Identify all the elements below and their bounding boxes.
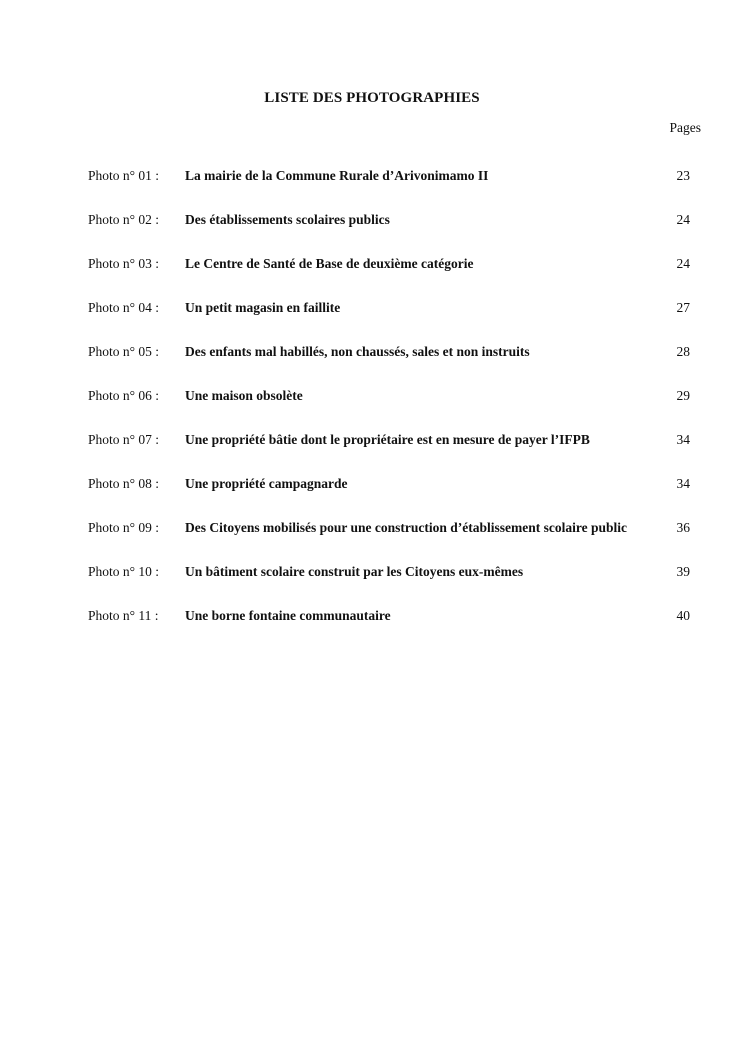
page-number: 34 [676, 476, 690, 491]
photo-number: Photo n° 04 : [88, 300, 160, 315]
photo-caption: Des établissements scolaires publics [185, 212, 390, 227]
photo-list [88, 163, 702, 647]
page-number: 39 [676, 564, 690, 579]
page-number: 29 [676, 388, 690, 403]
pages-column-header: Pages [669, 120, 701, 135]
list-item [88, 427, 702, 453]
list-item [88, 163, 702, 189]
list-item [88, 383, 702, 409]
photo-number: Photo n° 07 : [88, 432, 160, 447]
list-item [88, 515, 702, 541]
page-number: 34 [676, 432, 690, 447]
photo-number: Photo n° 08 : [88, 476, 160, 491]
list-item [88, 603, 702, 629]
photo-caption: Une maison obsolète [185, 388, 303, 403]
list-item [88, 559, 702, 585]
photo-caption: Une propriété campagnarde [185, 476, 348, 491]
photo-number: Photo n° 11 : [88, 608, 159, 623]
page-number: 36 [676, 520, 690, 535]
photo-caption: Des Citoyens mobilisés pour une construction d’établissement scolaire public [185, 520, 628, 535]
photo-caption: Une propriété bâtie dont le propriétaire est en mesure de payer l’IFPB [185, 432, 590, 447]
photo-caption: Des enfants mal habillés, non chaussés, sales et non instruits [185, 344, 530, 359]
list-item [88, 471, 702, 497]
photo-number: Photo n° 06 : [88, 388, 160, 403]
photo-number: Photo n° 10 : [88, 564, 160, 579]
page-number: 28 [676, 344, 690, 359]
photo-caption: Le Centre de Santé de Base de deuxième catégorie [185, 256, 474, 271]
photo-number: Photo n° 09 : [88, 520, 160, 535]
photo-number: Photo n° 05 : [88, 344, 160, 359]
list-item [88, 207, 702, 233]
page-number: 24 [676, 256, 690, 271]
page-number: 40 [676, 608, 690, 623]
photo-caption: Un petit magasin en faillite [185, 300, 341, 315]
photo-number: Photo n° 03 : [88, 256, 160, 271]
photo-caption: La mairie de la Commune Rurale d’Arivonimamo II [185, 168, 489, 183]
page-number: 24 [676, 212, 690, 227]
photo-caption: Un bâtiment scolaire construit par les Citoyens eux-mêmes [185, 564, 524, 579]
photo-number: Photo n° 02 : [88, 212, 160, 227]
list-item [88, 339, 702, 365]
photo-caption: Une borne fontaine communautaire [185, 608, 391, 623]
page-title: LISTE DES PHOTOGRAPHIES [264, 90, 480, 106]
list-item [88, 251, 702, 277]
photo-number: Photo n° 01 : [88, 168, 160, 183]
list-item [88, 295, 702, 321]
page-number: 23 [676, 168, 690, 183]
page-number: 27 [676, 300, 690, 315]
